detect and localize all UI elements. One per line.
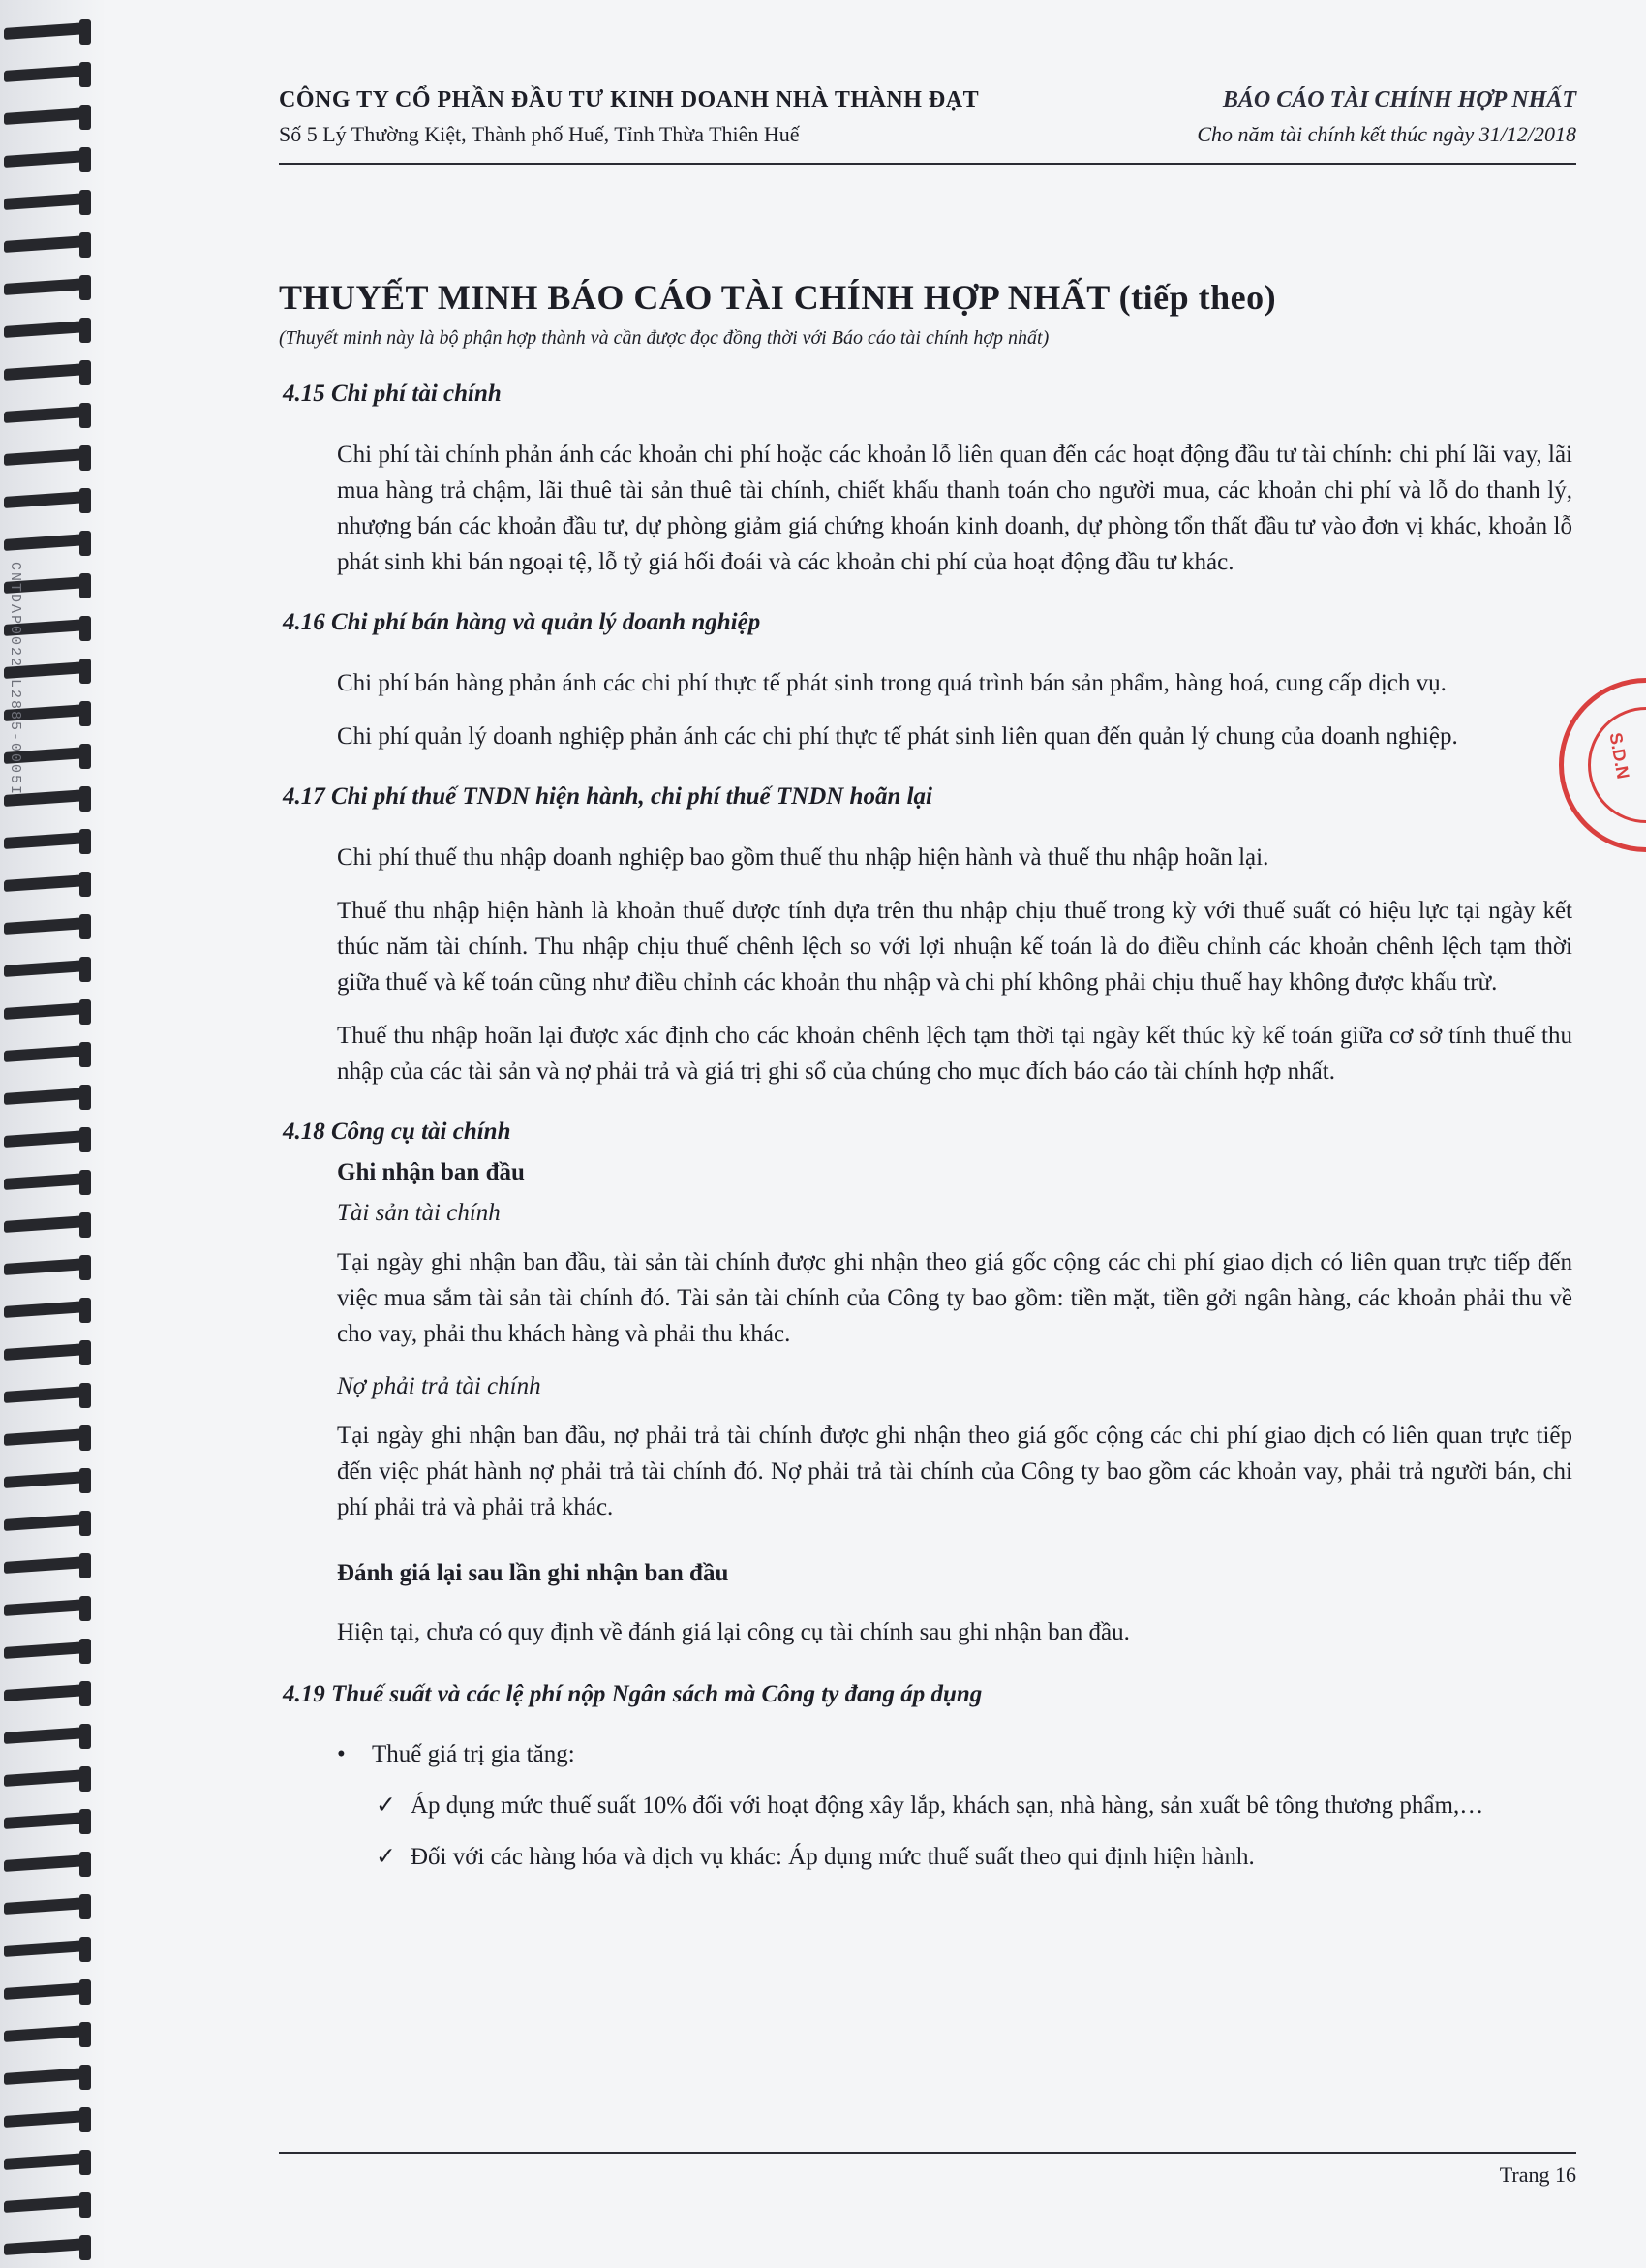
binding-ring-hook [79, 403, 91, 428]
binding-ring [4, 1724, 93, 1753]
binding-ring [4, 2022, 93, 2051]
document-page [279, 77, 1576, 1875]
binding-ring [4, 488, 93, 517]
binding-ring [4, 1255, 93, 1284]
binding-ring-hook [79, 1127, 91, 1152]
binding-ring-hook [79, 488, 91, 513]
binding-ring-bar [4, 193, 87, 210]
financial-liabilities-label: Nợ phải trả tài chính [337, 1373, 541, 1399]
binding-ring [4, 1852, 93, 1881]
binding-ring-hook [79, 2235, 91, 2260]
section-4-15-heading: 4.15 Chi phí tài chính [283, 381, 502, 407]
binding-ring [4, 1425, 93, 1455]
report-title: BÁO CÁO TÀI CHÍNH HỢP NHẤT [1222, 87, 1576, 112]
binding-ring-hook [79, 1170, 91, 1195]
binding-ring [4, 62, 93, 91]
binding-ring [4, 403, 93, 432]
binding-ring [4, 1639, 93, 1668]
binding-ring [4, 1596, 93, 1625]
binding-ring [4, 1681, 93, 1710]
binding-ring-hook [79, 744, 91, 769]
binding-ring [4, 2065, 93, 2094]
binding-ring [4, 1766, 93, 1795]
binding-ring [4, 872, 93, 901]
binding-ring [4, 1894, 93, 1923]
section-4-17-paragraph-1: Chi phí thuế thu nhập doanh nghiệp bao gồm thuế thu nhập hiện hành và thuế thu nhập hoãn lại. [337, 844, 1269, 871]
binding-ring [4, 829, 93, 858]
binding-ring-hook [79, 914, 91, 939]
binding-ring-hook [79, 62, 91, 87]
binding-ring-hook [79, 360, 91, 385]
binding-ring [4, 147, 93, 176]
binding-ring-hook [79, 1639, 91, 1664]
binding-ring-hook [79, 829, 91, 854]
section-4-19-heading: 4.19 Thuế suất và các lệ phí nộp Ngân sách mà Công ty đang áp dụng [283, 1681, 983, 1707]
binding-ring-hook [79, 659, 91, 684]
binding-ring-hook [79, 1085, 91, 1110]
binding-ring-hook [79, 1511, 91, 1536]
binding-ring-hook [79, 1766, 91, 1792]
binding-ring [4, 1809, 93, 1838]
financial-assets-label: Tài sản tài chính [337, 1200, 501, 1226]
binding-ring-hook [79, 2192, 91, 2218]
section-4-16-heading: 4.16 Chi phí bán hàng và quản lý doanh nghiệp [283, 609, 761, 635]
binding-ring [4, 914, 93, 943]
bullet-dot-icon: • [337, 1741, 346, 1767]
binding-ring [4, 318, 93, 347]
binding-ring [4, 445, 93, 475]
binding-ring-bar [4, 2238, 87, 2255]
binding-ring-bar [4, 2110, 87, 2128]
checkmark-icon: ✓ [376, 1844, 396, 1870]
section-4-16-paragraph-1: Chi phí bán hàng phản ánh các chi phí thực tế phát sinh trong quá trình bán sản phẩm, hàng hoá, cung cấp dịch vụ. [337, 670, 1447, 696]
binding-ring [4, 2192, 93, 2222]
binding-ring-hook [79, 1383, 91, 1408]
binding-ring-bar [4, 448, 87, 466]
vat-bullet [337, 1741, 1576, 1768]
binding-ring-bar [4, 534, 87, 551]
binding-ring-hook [79, 190, 91, 215]
binding-ring-hook [79, 275, 91, 300]
binding-ring-hook [79, 232, 91, 258]
binding-ring [4, 1468, 93, 1497]
binding-ring [4, 2150, 93, 2179]
binding-ring-bar [4, 65, 87, 82]
binding-ring [4, 531, 93, 560]
report-period: Cho năm tài chính kết thúc ngày 31/12/2018 [1197, 122, 1576, 146]
check-item-2-text: Đối với các hàng hóa và dịch vụ khác: Áp dụng mức thuế suất theo qui định hiện hành. [411, 1844, 1255, 1870]
check-item-1 [376, 1788, 1572, 1824]
binding-ring-bar [4, 874, 87, 892]
binding-ring-bar [4, 1386, 87, 1403]
binding-ring-hook [79, 872, 91, 897]
binding-ring-hook [79, 1255, 91, 1280]
binding-ring-hook [79, 786, 91, 812]
binding-ring-bar [4, 1514, 87, 1531]
binding-ring-bar [4, 1130, 87, 1148]
binding-ring [4, 1340, 93, 1369]
binding-ring-bar [4, 1173, 87, 1190]
financial-liabilities-paragraph: Tại ngày ghi nhận ban đầu, nợ phải trả tài chính được ghi nhận theo giá gốc cộng các chi phí giao dịch có liên quan trực tiếp đến việc phát hành nợ phải trả tài chính đó. Nợ phải trả tài chính của Công ty bao gồm các khoản vay, phải trả người bán, chi phí phải trả và phải trả khác. [337, 1423, 1572, 1520]
company-name: CÔNG TY CỔ PHẦN ĐẦU TƯ KINH DOANH NHÀ THÀNH ĐẠT [279, 87, 980, 112]
footer-divider [279, 2152, 1576, 2154]
spine-code: CNTDAP0022 L2885-0005I [7, 562, 23, 797]
page-header [279, 77, 1576, 161]
section-4-17-heading: 4.17 Chi phí thuế TNDN hiện hành, chi phí thuế TNDN hoãn lại [283, 783, 932, 810]
binding-ring-bar [4, 1897, 87, 1915]
binding-ring-hook [79, 1979, 91, 2005]
binding-ring-bar [4, 1727, 87, 1744]
binding-ring-bar [4, 1599, 87, 1616]
binding-ring-hook [79, 1681, 91, 1706]
binding-ring [4, 957, 93, 986]
page-number: Trang 16 [1499, 2162, 1576, 2187]
binding-ring-bar [4, 1002, 87, 1020]
binding-ring-hook [79, 1852, 91, 1877]
binding-ring-bar [4, 2195, 87, 2213]
binding-ring-bar [4, 1301, 87, 1318]
spiral-binding [0, 0, 107, 2268]
seal-text: S.D.N [1605, 731, 1633, 781]
binding-ring [4, 232, 93, 261]
binding-ring [4, 1553, 93, 1582]
binding-ring [4, 1085, 93, 1114]
binding-ring-hook [79, 1212, 91, 1238]
binding-ring [4, 1383, 93, 1412]
check-item-1-text: Áp dụng mức thuế suất 10% đối với hoạt động xây lắp, khách sạn, nhà hàng, sản xuất bê tông thương phẩm,… [411, 1793, 1484, 1819]
binding-ring [4, 2107, 93, 2136]
binding-ring [4, 1212, 93, 1241]
binding-ring-bar [4, 363, 87, 381]
binding-ring-bar [4, 1812, 87, 1829]
binding-ring [4, 1979, 93, 2008]
binding-ring [4, 2235, 93, 2264]
binding-ring [4, 275, 93, 304]
binding-ring-bar [4, 1471, 87, 1488]
binding-ring-hook [79, 1809, 91, 1834]
binding-ring-hook [79, 957, 91, 982]
binding-ring-bar [4, 235, 87, 253]
binding-ring-bar [4, 107, 87, 125]
binding-ring-bar [4, 150, 87, 168]
binding-ring [4, 1170, 93, 1199]
binding-ring-bar [4, 1258, 87, 1275]
binding-ring [4, 1298, 93, 1327]
binding-ring-bar [4, 2153, 87, 2170]
company-address: Số 5 Lý Thường Kiệt, Thành phố Huế, Tỉnh Thừa Thiên Huế [279, 122, 800, 146]
section-4-16-paragraph-2: Chi phí quản lý doanh nghiệp phản ánh các chi phí thực tế phát sinh liên quan đến quản lý chung của doanh nghiệp. [337, 723, 1458, 750]
binding-ring-hook [79, 19, 91, 45]
binding-ring-bar [4, 1215, 87, 1233]
binding-ring-hook [79, 999, 91, 1025]
binding-ring-hook [79, 1042, 91, 1067]
binding-ring-hook [79, 2065, 91, 2090]
binding-ring-hook [79, 1553, 91, 1578]
binding-ring-bar [4, 491, 87, 508]
initial-recognition-heading: Ghi nhận ban đầu [337, 1159, 525, 1185]
checkmark-icon: ✓ [376, 1793, 396, 1819]
binding-ring-hook [79, 1468, 91, 1493]
binding-ring-bar [4, 1343, 87, 1361]
binding-ring [4, 1937, 93, 1966]
binding-ring [4, 360, 93, 389]
financial-assets-paragraph: Tại ngày ghi nhận ban đầu, tài sản tài chính được ghi nhận theo giá gốc cộng các chi phí giao dịch có liên quan trực tiếp đến việc mua sắm tài sản tài chính đó. Tài sản tài chính của Công ty bao gồm: tiền mặt, tiền gởi ngân hàng, các khoản phải thu về cho vay, phải thu khách hàng và phải thu khác. [337, 1249, 1572, 1347]
binding-ring-bar [4, 1982, 87, 2000]
binding-ring-bar [4, 917, 87, 935]
section-4-18-heading: 4.18 Công cụ tài chính [283, 1119, 511, 1145]
binding-ring-hook [79, 573, 91, 598]
binding-ring-hook [79, 105, 91, 130]
binding-ring-hook [79, 1298, 91, 1323]
binding-ring-hook [79, 2150, 91, 2175]
binding-ring-bar [4, 960, 87, 977]
binding-ring-hook [79, 616, 91, 641]
binding-ring-bar [4, 406, 87, 423]
binding-ring [4, 1127, 93, 1156]
binding-ring-hook [79, 147, 91, 172]
check-item-2 [376, 1839, 1572, 1875]
revaluation-paragraph: Hiện tại, chưa có quy định về đánh giá lại công cụ tài chính sau ghi nhận ban đầu. [337, 1619, 1130, 1645]
section-4-17-paragraph-3: Thuế thu nhập hoãn lại được xác định cho các khoản chênh lệch tạm thời tại ngày kết thúc kỳ kế toán giữa cơ sở tính thuế thu nhập của các tài sản và nợ phải trả và giá trị ghi sổ của chúng cho mục đích báo cáo tài chính hợp nhất. [337, 1023, 1572, 1085]
binding-ring-bar [4, 1684, 87, 1701]
binding-ring-hook [79, 1724, 91, 1749]
binding-ring-bar [4, 1045, 87, 1062]
section-4-17-paragraph-2: Thuế thu nhập hiện hành là khoản thuế được tính dựa trên thu nhập chịu thuế trong kỳ với thuế suất có hiệu lực tại ngày kết thúc năm tài chính. Thu nhập chịu thuế chênh lệch so với lợi nhuận kế toán là do điều chỉnh các khoản chênh lệch tạm thời giữa thuế và kế toán cũng như điều chỉnh các khoản thu nhập và chi phí không phải chịu thuế hay không được khấu trừ. [337, 898, 1572, 996]
binding-ring-hook [79, 1596, 91, 1621]
binding-ring-hook [79, 2022, 91, 2047]
binding-ring-bar [4, 1088, 87, 1105]
binding-ring-hook [79, 1894, 91, 1919]
binding-ring-bar [4, 278, 87, 295]
page-subtitle: (Thuyết minh này là bộ phận hợp thành và cần được đọc đồng thời với Báo cáo tài chính hợp nhất) [279, 327, 1050, 349]
binding-ring-bar [4, 1769, 87, 1787]
binding-ring-bar [4, 2025, 87, 2042]
binding-ring [4, 999, 93, 1028]
binding-ring [4, 1511, 93, 1540]
binding-ring-hook [79, 701, 91, 726]
binding-ring-bar [4, 832, 87, 849]
binding-ring-hook [79, 445, 91, 471]
binding-ring [4, 190, 93, 219]
binding-ring-bar [4, 1556, 87, 1574]
binding-ring-hook [79, 531, 91, 556]
page-title: THUYẾT MINH BÁO CÁO TÀI CHÍNH HỢP NHẤT (tiếp theo) [279, 278, 1277, 317]
section-4-15-paragraph: Chi phí tài chính phản ánh các khoản chi phí hoặc các khoản lỗ liên quan đến các hoạt động đầu tư tài chính: chi phí lãi vay, lãi mua hàng trả chậm, lãi thuê tài sản thuê tài chính, chiết khấu thanh toán cho người mua, các khoản chi phí và lỗ do thanh lý, nhượng bán các khoản đầu tư, dự phòng giảm giá chứng khoán kinh doanh, dự phòng tổn thất đầu tư vào đơn vị khác, khoản lỗ phát sinh khi bán ngoại tệ, lỗ tỷ giá hối đoái và các khoản chi phí của hoạt động đầu tư khác. [337, 442, 1572, 575]
binding-ring-hook [79, 318, 91, 343]
binding-ring-bar [4, 1641, 87, 1659]
binding-ring [4, 105, 93, 134]
revaluation-heading: Đánh giá lại sau lần ghi nhận ban đầu [337, 1560, 729, 1586]
binding-ring-hook [79, 1340, 91, 1365]
binding-ring-bar [4, 1428, 87, 1446]
binding-ring-bar [4, 2068, 87, 2085]
binding-ring-hook [79, 1425, 91, 1451]
binding-ring-hook [79, 1937, 91, 1962]
binding-ring-bar [4, 1854, 87, 1872]
binding-ring [4, 1042, 93, 1071]
vat-bullet-text: Thuế giá trị gia tăng: [372, 1741, 575, 1767]
binding-ring-bar [4, 321, 87, 338]
binding-ring-bar [4, 1940, 87, 1957]
binding-ring [4, 19, 93, 48]
binding-ring-bar [4, 22, 87, 40]
binding-ring-hook [79, 2107, 91, 2132]
header-divider [279, 163, 1576, 165]
